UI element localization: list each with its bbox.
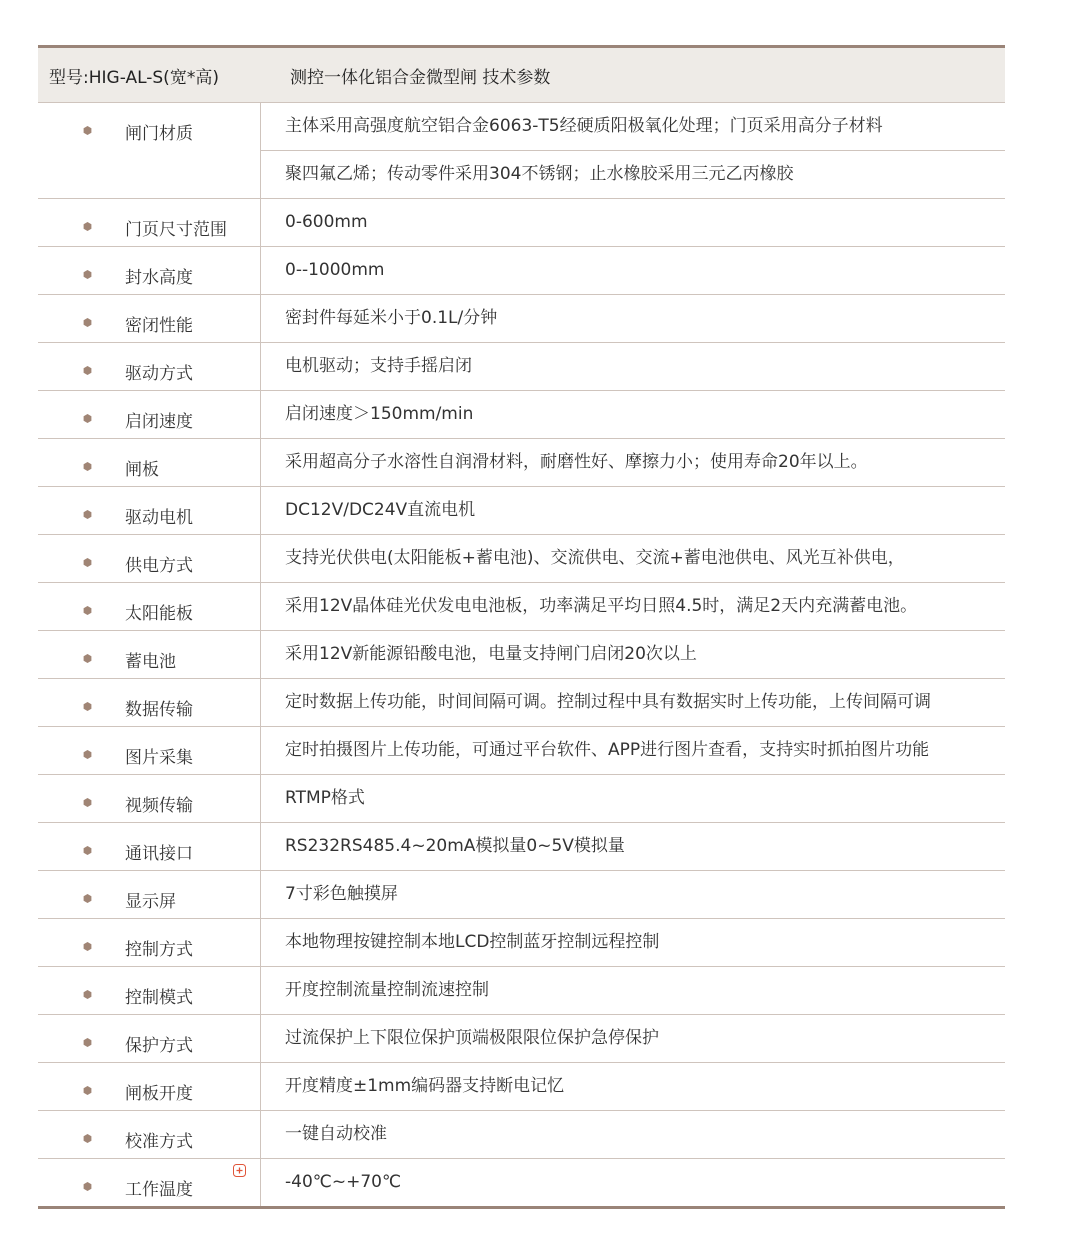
row-label: 太阳能板 [125,604,193,624]
value-cell [261,583,1005,630]
row-label: 封水高度 [125,268,193,288]
value-cell [261,871,1005,918]
row-label: 闸板 [125,460,159,480]
row-value: -40℃~+70℃ [285,1172,402,1192]
label-cell [38,535,261,582]
row-label: 供电方式 [125,556,193,576]
value-cell [261,631,1005,678]
row-value: 一键自动校准 [285,1124,387,1144]
row-label: 通讯接口 [125,844,193,864]
row-label: 控制模式 [125,988,193,1008]
value-cell [261,295,1005,342]
row-value: 采用12V新能源铅酸电池，电量支持闸门启闭20次以上 [285,644,697,664]
label-cell [38,967,261,1014]
value-cell [261,823,1005,870]
bullet-icon [83,1182,92,1191]
bullet-icon [83,606,92,615]
table-row [38,1015,1005,1063]
label-cell [38,391,261,438]
bullet-icon [83,750,92,759]
row-value: 采用超高分子水溶性自润滑材料，耐磨性好、摩擦力小；使用寿命20年以上。 [285,452,868,472]
bullet-icon [83,894,92,903]
row-label: 驱动方式 [125,364,193,384]
row-value: 0-600mm [285,212,368,232]
label-cell [38,247,261,294]
table-row [38,343,1005,391]
row-value: RTMP格式 [285,788,365,808]
label-cell [38,583,261,630]
table-row [38,439,1005,487]
row-label: 保护方式 [125,1036,193,1056]
row-label: 校准方式 [125,1132,193,1152]
row-label: 门页尺寸范围 [125,220,227,240]
bullet-icon [83,702,92,711]
table-header [38,48,1005,103]
bullet-icon [83,846,92,855]
table-row [38,871,1005,919]
value-cell [261,391,1005,438]
row-value: 聚四氟乙烯；传动零件采用304不锈钢；止水橡胶采用三元乙丙橡胶 [261,150,1005,198]
bullet-icon [83,654,92,663]
label-cell [38,487,261,534]
row-label: 控制方式 [125,940,193,960]
table-title: 测控一体化铝合金微型闸 技术参数 [290,67,551,88]
value-cell [261,439,1005,486]
value-cell [261,343,1005,390]
label-cell [38,103,261,198]
table-row [38,391,1005,439]
bullet-icon [83,558,92,567]
table-row [38,631,1005,679]
label-cell [38,1063,261,1110]
row-value: 支持光伏供电(太阳能板+蓄电池)、交流供电、交流+蓄电池供电、风光互补供电， [285,548,905,568]
row-label: 图片采集 [125,748,193,768]
spec-table [38,45,1005,1209]
label-cell [38,871,261,918]
value-cell [261,247,1005,294]
row-value: 主体采用高强度航空铝合金6063-T5经硬质阳极氧化处理；门页采用高分子材料 [285,116,883,136]
row-label: 闸板开度 [125,1084,193,1104]
row-label: 数据传输 [125,700,193,720]
bullet-icon [83,222,92,231]
label-cell [38,919,261,966]
value-cell [261,1015,1005,1062]
bullet-icon [83,510,92,519]
expand-icon[interactable] [233,1162,246,1175]
label-cell [38,631,261,678]
value-cell [261,1111,1005,1158]
row-label: 视频传输 [125,796,193,816]
value-cell [261,967,1005,1014]
bullet-icon [83,990,92,999]
table-row [38,775,1005,823]
bullet-icon [83,942,92,951]
table-row [38,823,1005,871]
table-row [38,919,1005,967]
table-row [38,247,1005,295]
table-row [38,487,1005,535]
row-label: 显示屏 [125,892,176,912]
row-value: 开度精度±1mm编码器支持断电记忆 [285,1076,565,1096]
table-row [38,535,1005,583]
table-row [38,103,1005,199]
label-cell [38,823,261,870]
label-cell [38,1159,261,1206]
table-row [38,199,1005,247]
value-cell [261,199,1005,246]
label-cell [38,1111,261,1158]
bullet-icon [83,414,92,423]
value-cell [261,103,1005,198]
table-row [38,727,1005,775]
value-cell [261,679,1005,726]
label-cell [38,295,261,342]
table-row [38,967,1005,1015]
label-cell [38,679,261,726]
row-value: 定时拍摄图片上传功能，可通过平台软件、APP进行图片查看，支持实时抓拍图片功能 [285,740,930,760]
table-row [38,1111,1005,1159]
row-value: 本地物理按键控制本地LCD控制蓝牙控制远程控制 [285,932,660,952]
row-value: 0--1000mm [285,260,385,280]
row-label: 工作温度 [125,1180,193,1200]
value-cell [261,727,1005,774]
row-label: 闸门材质 [125,124,193,144]
bullet-icon [83,1038,92,1047]
row-label: 蓄电池 [125,652,176,672]
table-row [38,295,1005,343]
model-label: 型号:HIG-AL-S(宽*高) [49,67,219,88]
value-cell [261,775,1005,822]
row-value: 电机驱动；支持手摇启闭 [285,356,472,376]
row-value: RS232RS485.4~20mA模拟量0~5V模拟量 [285,836,625,856]
bullet-icon [83,1086,92,1095]
row-value: 过流保护上下限位保护顶端极限限位保护急停保护 [285,1028,659,1048]
table-body [38,103,1005,1206]
label-cell [38,727,261,774]
label-cell [38,775,261,822]
label-cell [38,1015,261,1062]
value-cell [261,919,1005,966]
row-value: 启闭速度＞150mm/min [285,404,474,424]
bottom-rule [38,1206,1005,1209]
value-cell [261,487,1005,534]
value-cell [261,1159,1005,1206]
table-row [38,1063,1005,1111]
bullet-icon [83,1134,92,1143]
row-value: 定时数据上传功能，时间间隔可调。控制过程中具有数据实时上传功能，上传间隔可调 [285,692,931,712]
row-value: DC12V/DC24V直流电机 [285,500,476,520]
row-label: 驱动电机 [125,508,193,528]
row-value: 密封件每延米小于0.1L/分钟 [285,308,498,328]
bullet-icon [83,126,92,135]
row-value: 采用12V晶体硅光伏发电电池板，功率满足平均日照4.5时，满足2天内充满蓄电池。 [285,596,918,616]
row-label: 启闭速度 [125,412,193,432]
label-cell [38,343,261,390]
label-cell [38,439,261,486]
bullet-icon [83,462,92,471]
value-cell [261,1063,1005,1110]
row-value: 7寸彩色触摸屏 [285,884,398,904]
bullet-icon [83,270,92,279]
bullet-icon [83,366,92,375]
table-row [38,583,1005,631]
bullet-icon [83,798,92,807]
bullet-icon [83,318,92,327]
table-row [38,679,1005,727]
table-row [38,1159,1005,1206]
row-label: 密闭性能 [125,316,193,336]
row-value: 开度控制流量控制流速控制 [285,980,489,1000]
value-cell [261,535,1005,582]
label-cell [38,199,261,246]
